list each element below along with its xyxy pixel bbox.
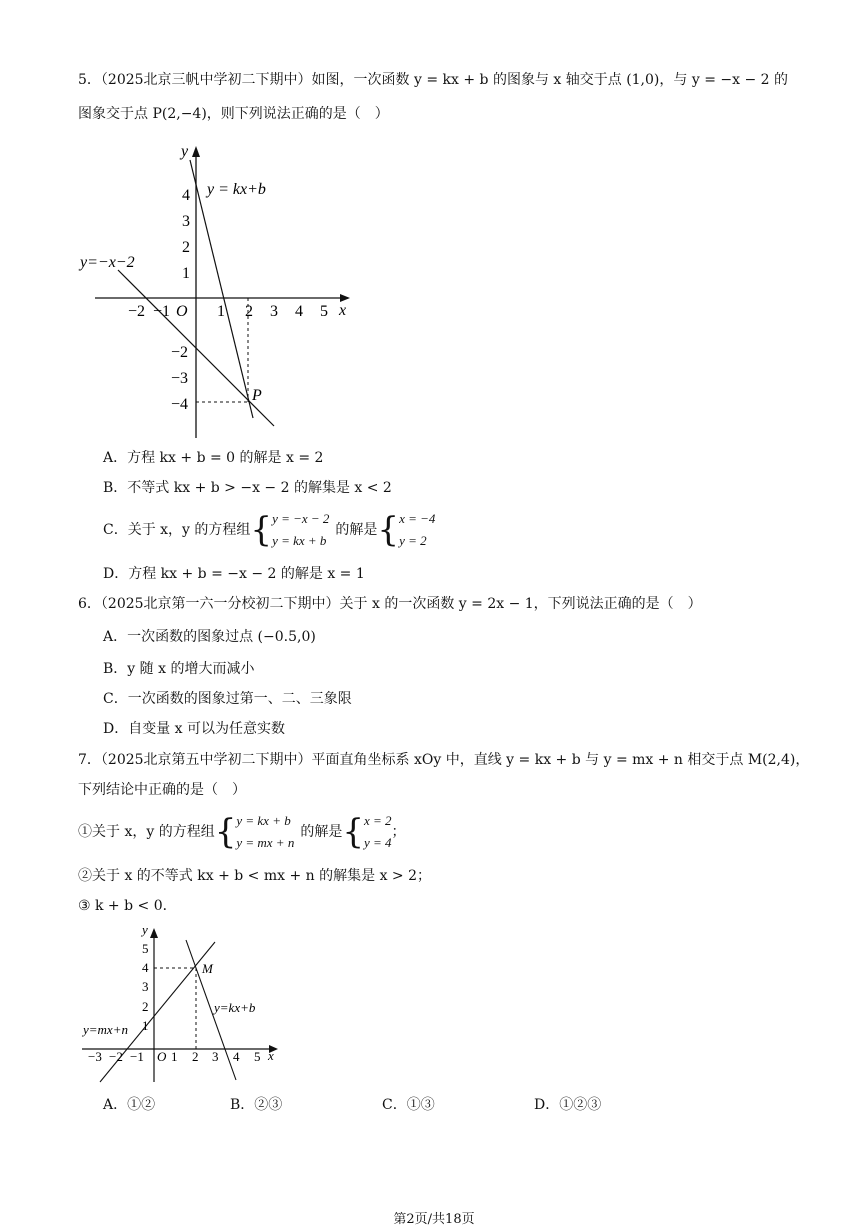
q7-graph — [78, 918, 283, 1088]
q5-option-c: C．关于 x，y 的方程组 { y = −x − 2 y = kx + b 的解是 { x = −4 y = 2 — [103, 510, 436, 550]
q7-x-tick: −2 — [109, 1049, 123, 1064]
q5-stem-line2: 图象交于点 P(2,−4)，则下列说法正确的是（ ） — [78, 106, 389, 122]
q7-stem-line2: 下列结论中正确的是（ ） — [78, 782, 246, 798]
q7-s1-end: ； — [391, 824, 406, 840]
q7-line1-label: y=kx+b — [214, 1000, 256, 1015]
q7-line2-label: y=mx+n — [83, 1022, 128, 1037]
q5-option-b: B．不等式 kx + b > −x − 2 的解集是 x < 2 — [103, 480, 392, 496]
q6-stem: 6．（2025北京第一六一分校初二下期中）关于 x 的一次函数 y = 2x − 1，下列说法正确的是（ ） — [78, 596, 702, 612]
q5-y-tick: −3 — [171, 370, 189, 387]
q7-x-axis-label: x — [268, 1048, 274, 1063]
q7-origin-label: O — [157, 1049, 167, 1064]
q7-y-axis-label: y — [142, 922, 148, 937]
q5-x-tick: 5 — [320, 303, 328, 320]
q7-x-tick: 5 — [254, 1049, 261, 1064]
q5-x-tick: 4 — [295, 303, 303, 320]
q7-option-d: D．①②③ — [534, 1097, 602, 1113]
q7-stem-line1: 7．（2025北京第五中学初二下期中）平面直角坐标系 xOy 中，直线 y = kx + b 与 y = mx + n 相交于点 M(2,4)， — [78, 752, 810, 768]
q7-option-b: B．②③ — [230, 1097, 283, 1113]
q5-x-tick: 1 — [217, 303, 225, 320]
q5-x-tick: 2 — [245, 303, 253, 320]
q5-origin-label: O — [176, 303, 188, 320]
q7-x-tick: 4 — [233, 1049, 240, 1064]
q5-x-tick: −1 — [153, 303, 171, 320]
q5-y-tick: −4 — [171, 396, 189, 413]
q5-c-sys2-row1: x = −4 — [399, 511, 436, 526]
q7-y-tick: 5 — [142, 941, 149, 956]
q7-x-tick: 2 — [192, 1049, 199, 1064]
q5-option-d: D．方程 kx + b = −x − 2 的解是 x = 1 — [103, 566, 365, 582]
q7-s1-sys1-row2: y = mx + n — [236, 835, 295, 850]
q5-point-label: P — [252, 387, 262, 404]
q7-s1-sys2-row1: x = 2 — [363, 813, 392, 828]
q5-x-axis-label: x — [339, 302, 347, 319]
q7-x-tick: 3 — [212, 1049, 219, 1064]
q5-option-c-prefix: C．关于 x，y 的方程组 — [103, 522, 251, 538]
q5-c-sys2-row2: y = 2 — [399, 533, 427, 548]
q5-y-tick: 4 — [182, 187, 190, 204]
q5-option-a: A．方程 kx + b = 0 的解是 x = 2 — [103, 450, 324, 466]
q7-x-tick: −1 — [130, 1049, 144, 1064]
q5-line1-label: y = kx+b — [207, 181, 266, 198]
q5-c-sys1-row2: y = kx + b — [272, 533, 327, 548]
q7-point-label: M — [202, 961, 213, 976]
q7-y-tick: 1 — [142, 1018, 149, 1033]
q5-c-sys1-row1: y = −x − 2 — [272, 511, 330, 526]
q5-y-tick: −2 — [171, 344, 189, 361]
q7-x-tick: 1 — [171, 1049, 178, 1064]
q7-y-tick: 3 — [142, 979, 149, 994]
q7-s1-mid: 的解是 — [300, 824, 343, 840]
q7-statement-3: ③ k + b < 0． — [78, 898, 177, 914]
q7-option-c: C．①③ — [382, 1097, 435, 1113]
q7-option-a: A．①② — [103, 1097, 156, 1113]
q5-y-tick: 2 — [182, 239, 190, 256]
q5-line2-label: y=−x−2 — [80, 254, 135, 271]
q5-x-tick: 3 — [270, 303, 278, 320]
q5-x-tick: −2 — [128, 303, 146, 320]
q6-option-a: A．一次函数的图象过点 (−0.5,0) — [103, 629, 316, 645]
q6-option-d: D．自变量 x 可以为任意实数 — [103, 721, 286, 737]
q7-s1-prefix: ①关于 x，y 的方程组 — [78, 824, 215, 840]
q7-x-tick: −3 — [88, 1049, 102, 1064]
q7-s1-sys1-row1: y = kx + b — [236, 813, 291, 828]
page-footer: 第2页/共18页 — [393, 1212, 475, 1227]
q7-y-tick: 2 — [142, 999, 149, 1014]
q5-y-tick: 3 — [182, 213, 190, 230]
q5-option-c-mid: 的解是 — [335, 522, 378, 538]
q5-stem-line1: 5．（2025北京三帆中学初二下期中）如图，一次函数 y = kx + b 的图象与 x 轴交于点 (1,0)，与 y = −x − 2 的 — [78, 72, 788, 88]
q5-graph — [75, 140, 365, 440]
q7-statement-1: ①关于 x，y 的方程组 { y = kx + b y = mx + n 的解是 { x = 2 y = 4 ； — [78, 812, 406, 852]
q6-option-b: B．y 随 x 的增大而减小 — [103, 661, 255, 677]
q5-y-axis-label: y — [181, 143, 189, 160]
q5-y-tick: 1 — [182, 265, 190, 282]
q7-statement-2: ②关于 x 的不等式 kx + b < mx + n 的解集是 x > 2； — [78, 868, 432, 884]
q7-y-tick: 4 — [142, 960, 149, 975]
q6-option-c: C．一次函数的图象过第一、二、三象限 — [103, 691, 352, 707]
q7-s1-sys2-row2: y = 4 — [363, 835, 392, 850]
